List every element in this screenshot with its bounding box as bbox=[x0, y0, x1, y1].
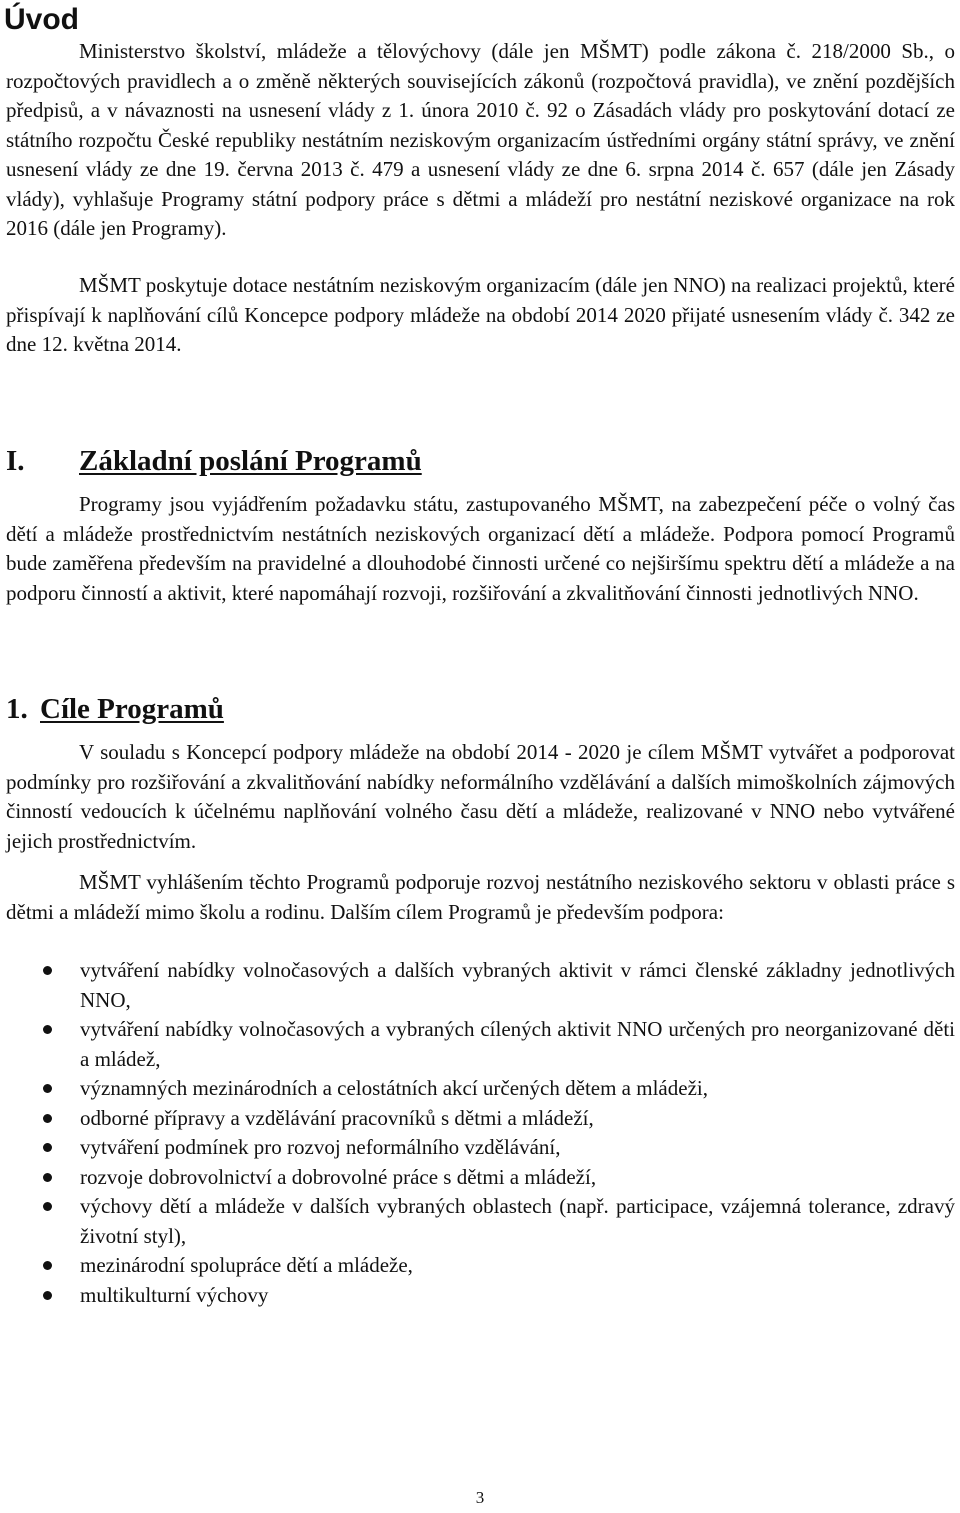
bullet-icon bbox=[43, 1173, 52, 1182]
list-item-text: multikulturní výchovy bbox=[80, 1282, 269, 1307]
bullet-icon bbox=[43, 1261, 52, 1270]
intro-heading: Úvod bbox=[4, 3, 79, 36]
list-item bbox=[0, 956, 955, 1015]
list-item-text: odborné přípravy a vzdělávání pracovníků s dětmi a mládeží, bbox=[80, 1105, 594, 1130]
bullet-icon bbox=[43, 1291, 52, 1300]
section-2-heading bbox=[6, 691, 224, 727]
list-item-text: vytváření nabídky volnočasových a vybraných cílených aktivit NNO určených pro neorganizované děti a mládež, bbox=[80, 1017, 955, 1071]
bullet-icon bbox=[43, 1114, 52, 1123]
section-2-number: 1. bbox=[6, 693, 28, 725]
section-1-heading bbox=[6, 443, 422, 479]
list-item bbox=[0, 1074, 955, 1104]
list-item bbox=[0, 1192, 955, 1251]
list-item bbox=[0, 1163, 955, 1193]
list-item bbox=[0, 1015, 955, 1074]
list-item-text: vytváření podmínek pro rozvoj neformálního vzdělávání, bbox=[80, 1135, 561, 1159]
list-item-text: výchovy dětí a mládeže v dalších vybraných oblastech (např. participace, vzájemná tolerance, zdravý životní styl), bbox=[80, 1194, 955, 1248]
section-1-title: Základní poslání Programů bbox=[79, 445, 422, 477]
section-2-paragraph-1: V souladu s Koncepcí podpory mládeže na období 2014 - 2020 je cílem MŠMT vytvářet a podporovat podmínky pro rozšiřování a zkvalitňování nabídky neformálního vzdělávání a dalších mimoškolních zájmových činností vedoucích k účelnému naplňování volného času dětí a mládeže, realizované v NNO nebo vytvářené jejich prostřednictvím. bbox=[6, 740, 955, 853]
list-item-text: významných mezinárodních a celostátních akcí určených dětem a mládeži, bbox=[80, 1076, 708, 1100]
list-item bbox=[0, 1104, 955, 1134]
section-1-paragraph: Programy jsou vyjádřením požadavku státu, zastupovaného MŠMT, na zabezpečení péče o volný čas dětí a mládeže prostřednictvím nestátních neziskových organizací dětí a mládeže. Podpora pomocí Programů bude zaměřena především na pravidelné a dlouhodobé činnosti určené co nejširšímu spektru dětí a mládeže a na podporu činností a aktivit, které napomáhají rozvoji, rozšiřování a zkvalitňování činnosti jednotlivých NNO. bbox=[6, 492, 955, 605]
intro-paragraph-2: MŠMT poskytuje dotace nestátním neziskovým organizacím (dále jen NNO) na realizaci projektů, které přispívají k naplňování cílů Koncepce podpory mládeže na období 2014 2020 přijaté usnesením vlády č. 342 ze dne 12. května 2014. bbox=[6, 273, 955, 356]
list-item-text: mezinárodní spolupráce dětí a mládeže, bbox=[80, 1253, 413, 1277]
list-item-text: vytváření nabídky volnočasových a dalších vybraných aktivit v rámci členské základny jednotlivých NNO, bbox=[80, 958, 955, 1012]
bullet-icon bbox=[43, 1143, 52, 1152]
bullet-icon bbox=[43, 1025, 52, 1034]
section-1-number: I. bbox=[6, 445, 25, 477]
support-list bbox=[0, 956, 960, 1310]
bullet-icon bbox=[43, 966, 52, 975]
bullet-icon bbox=[43, 1202, 52, 1211]
page-number: 3 bbox=[475, 1488, 485, 1507]
list-item bbox=[0, 1251, 955, 1281]
list-item bbox=[0, 1133, 955, 1163]
list-item-text: rozvoje dobrovolnictví a dobrovolné práce s dětmi a mládeží, bbox=[80, 1164, 597, 1189]
section-2-paragraph-2: MŠMT vyhlášením těchto Programů podporuje rozvoj nestátního neziskového sektoru v oblasti práce s dětmi a mládeží mimo školu a rodinu. Dalším cílem Programů je především podpora: bbox=[6, 870, 955, 924]
section-2-title: Cíle Programů bbox=[40, 693, 224, 725]
list-item bbox=[0, 1281, 955, 1311]
intro-paragraph-1: Ministerstvo školství, mládeže a tělovýchovy (dále jen MŠMT) podle zákona č. 218/2000 Sb., o rozpočtových pravidlech a o změně některých souvisejících zákonů (rozpočtová pravidla), ve znění pozdějších předpisů, a v návaznosti na usnesení vlády z 1. února 2010 č. 92 o Zásadách vlády pro poskytování dotací ze státního rozpočtu České republiky nestátním neziskovým organizacím ústředními orgány státní správy, ve znění usnesení vlády ze dne 19. června 2013 č. 479 a usnesení vlády ze dne 6. srpna 2014 č. 657 (dále jen Zásady vlády), vyhlašuje Programy státní podpory práce s dětmi a mládeží pro nestátní neziskové organizace na rok 2016 (dále jen Programy). bbox=[6, 39, 955, 240]
bullet-icon bbox=[43, 1084, 52, 1093]
